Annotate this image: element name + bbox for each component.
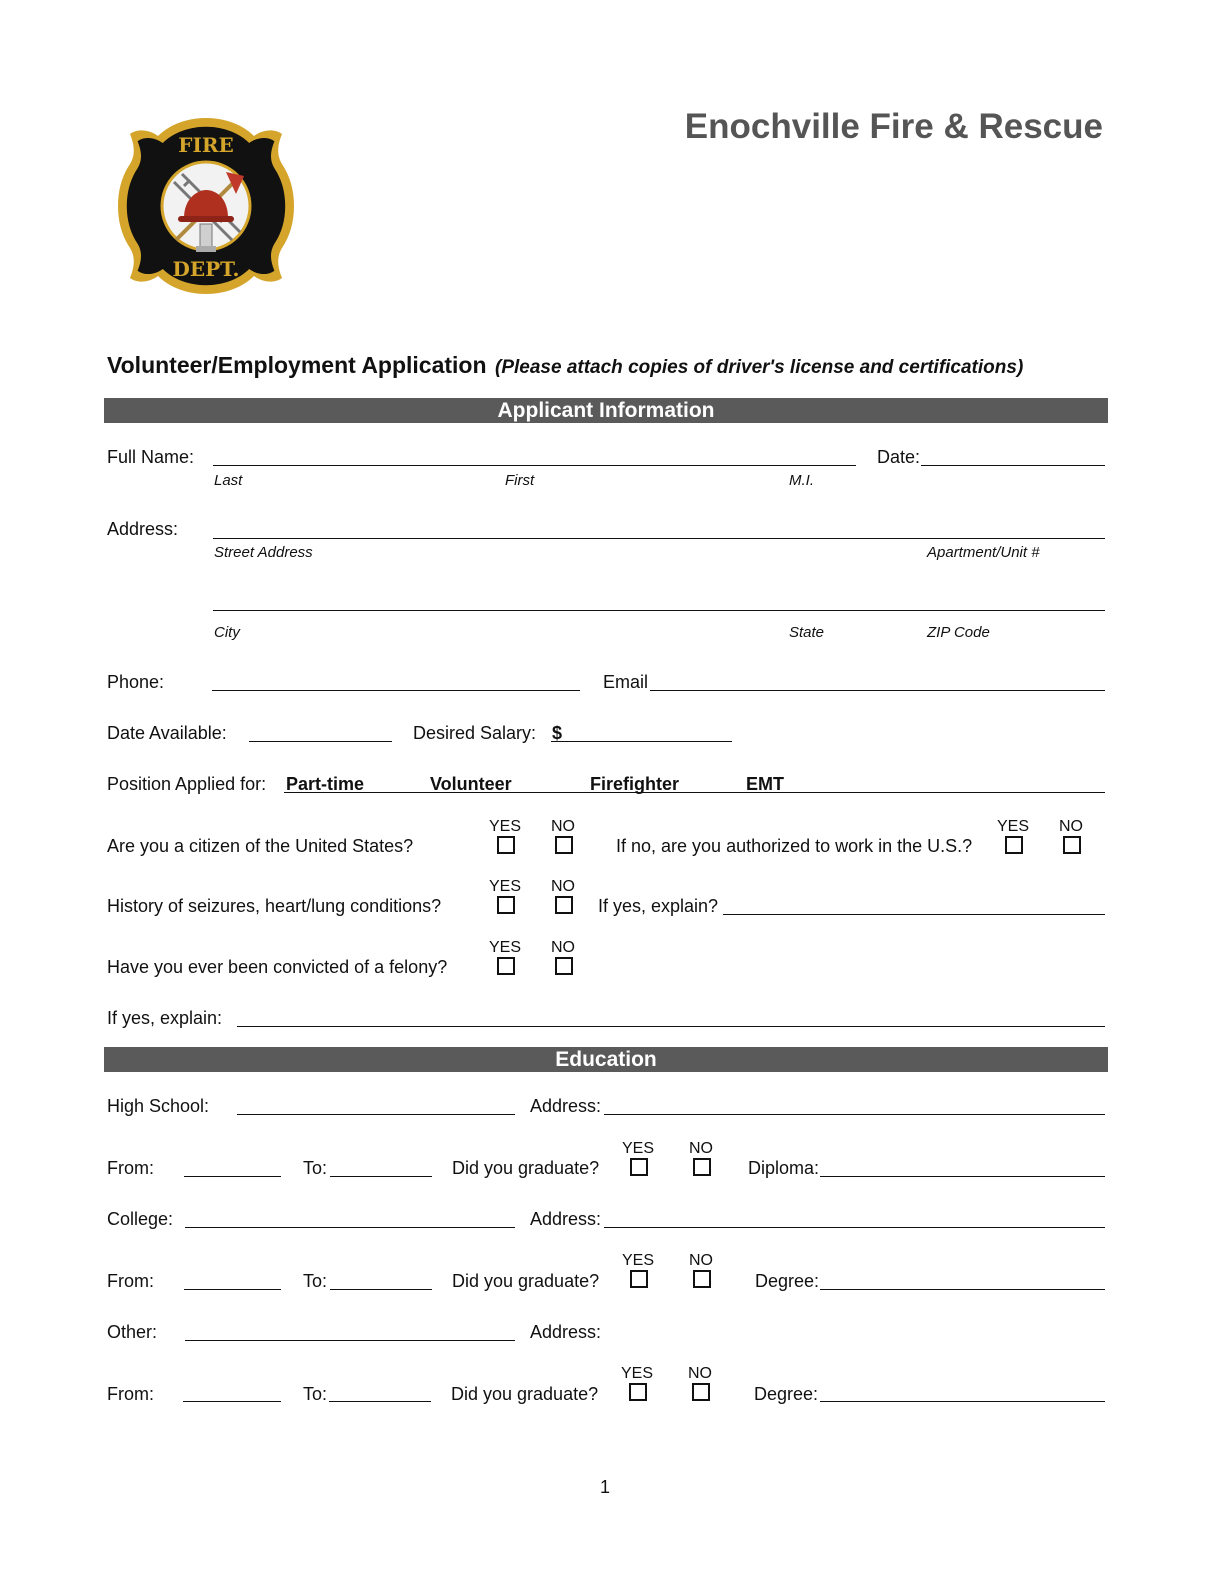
seizures-no-checkbox[interactable] xyxy=(555,896,573,914)
date-label: Date: xyxy=(877,447,921,467)
street-address-caption: Street Address xyxy=(214,544,313,561)
desired-salary-field[interactable] xyxy=(551,741,732,742)
apartment-caption: Apartment/Unit # xyxy=(927,544,1040,561)
position-label: Position Applied for: xyxy=(107,774,267,794)
email-field[interactable] xyxy=(650,690,1105,691)
college-address-label: Address: xyxy=(530,1209,602,1229)
other-degree-field[interactable] xyxy=(820,1401,1105,1402)
seizures-yes-label: YES xyxy=(488,878,521,895)
first-name-caption: First xyxy=(505,472,535,489)
other-to-label: To: xyxy=(303,1384,328,1404)
college-graduate-no-checkbox[interactable] xyxy=(693,1270,711,1288)
diploma-field[interactable] xyxy=(820,1176,1105,1177)
hs-from-label: From: xyxy=(107,1158,154,1178)
other-degree-label: Degree: xyxy=(754,1384,819,1404)
other-yes-label: YES xyxy=(620,1365,653,1382)
seizures-question: History of seizures, heart/lung conditions? xyxy=(107,896,442,916)
citizen-no-label: NO xyxy=(551,818,575,835)
date-available-field[interactable] xyxy=(249,741,392,742)
seizures-explain-label: If yes, explain? xyxy=(598,896,719,916)
felony-question: Have you ever been convicted of a felony? xyxy=(107,957,448,977)
zip-caption: ZIP Code xyxy=(927,624,990,641)
organization-name: Enochville Fire & Rescue xyxy=(684,107,1103,146)
citizen-no-checkbox[interactable] xyxy=(555,836,573,854)
authorized-yes-checkbox[interactable] xyxy=(1005,836,1023,854)
other-label: Other: xyxy=(107,1322,158,1342)
section-header-applicant: Applicant Information xyxy=(104,398,1108,423)
seizures-explain-field[interactable] xyxy=(723,914,1105,915)
hs-no-label: NO xyxy=(689,1140,713,1157)
full-name-field[interactable] xyxy=(213,465,856,466)
hs-yes-label: YES xyxy=(621,1140,654,1157)
citizen-yes-checkbox[interactable] xyxy=(497,836,515,854)
citizen-question: Are you a citizen of the United States? xyxy=(107,836,414,856)
college-graduate-yes-checkbox[interactable] xyxy=(630,1270,648,1288)
other-graduate-no-checkbox[interactable] xyxy=(692,1383,710,1401)
address-label: Address: xyxy=(107,519,179,539)
position-volunteer[interactable]: Volunteer xyxy=(430,774,512,794)
hs-to-field[interactable] xyxy=(330,1176,432,1177)
seizures-yes-checkbox[interactable] xyxy=(497,896,515,914)
street-address-field[interactable] xyxy=(213,538,1105,539)
college-label: College: xyxy=(107,1209,174,1229)
other-no-label: NO xyxy=(688,1365,712,1382)
other-graduate-yes-checkbox[interactable] xyxy=(629,1383,647,1401)
hs-graduate-yes-checkbox[interactable] xyxy=(630,1158,648,1176)
hs-graduate-question: Did you graduate? xyxy=(452,1158,600,1178)
middle-initial-caption: M.I. xyxy=(789,472,814,489)
seizures-no-label: NO xyxy=(551,878,575,895)
college-from-label: From: xyxy=(107,1271,154,1291)
felony-no-label: NO xyxy=(551,939,575,956)
felony-explain-field[interactable] xyxy=(237,1026,1105,1027)
hs-to-label: To: xyxy=(303,1158,328,1178)
authorized-question: If no, are you authorized to work in the U.S.? xyxy=(616,836,973,856)
position-field[interactable] xyxy=(284,792,1105,793)
felony-yes-label: YES xyxy=(488,939,521,956)
section-header-education: Education xyxy=(104,1047,1108,1072)
application-title xyxy=(107,352,1023,379)
college-field[interactable] xyxy=(185,1227,515,1228)
phone-field[interactable] xyxy=(212,690,580,691)
felony-yes-checkbox[interactable] xyxy=(497,957,515,975)
date-field[interactable] xyxy=(921,465,1105,466)
college-to-field[interactable] xyxy=(330,1289,432,1290)
full-name-label: Full Name: xyxy=(107,447,195,467)
hs-graduate-no-checkbox[interactable] xyxy=(693,1158,711,1176)
phone-label: Phone: xyxy=(107,672,165,692)
college-no-label: NO xyxy=(689,1252,713,1269)
other-from-label: From: xyxy=(107,1384,154,1404)
high-school-address-label: Address: xyxy=(530,1096,602,1116)
authorized-yes-label: YES xyxy=(996,818,1029,835)
college-degree-field[interactable] xyxy=(820,1289,1105,1290)
high-school-field[interactable] xyxy=(237,1114,515,1115)
diploma-label: Diploma: xyxy=(748,1158,820,1178)
other-graduate-question: Did you graduate? xyxy=(451,1384,599,1404)
other-address-label: Address: xyxy=(530,1322,602,1342)
position-part-time[interactable]: Part-time xyxy=(286,774,365,794)
authorized-no-checkbox[interactable] xyxy=(1063,836,1081,854)
college-address-field[interactable] xyxy=(604,1227,1105,1228)
logo-top-text: FIRE xyxy=(178,133,234,157)
position-firefighter[interactable]: Firefighter xyxy=(590,774,680,794)
email-label: Email xyxy=(603,672,649,692)
other-field[interactable] xyxy=(185,1340,515,1341)
fire-dept-logo xyxy=(114,114,298,298)
college-to-label: To: xyxy=(303,1271,328,1291)
maltese-cross-icon xyxy=(114,114,298,298)
citizen-yes-label: YES xyxy=(488,818,521,835)
other-from-field[interactable] xyxy=(183,1401,281,1402)
college-degree-label: Degree: xyxy=(755,1271,820,1291)
hs-from-field[interactable] xyxy=(184,1176,281,1177)
position-emt[interactable]: EMT xyxy=(746,774,784,794)
city-state-zip-field[interactable] xyxy=(213,610,1105,611)
felony-explain-label: If yes, explain: xyxy=(107,1008,223,1028)
title-main: Volunteer/Employment Application xyxy=(107,352,487,378)
page-number: 1 xyxy=(600,1477,611,1497)
dollar-sign: $ xyxy=(552,723,563,743)
college-graduate-question: Did you graduate? xyxy=(452,1271,600,1291)
college-yes-label: YES xyxy=(621,1252,654,1269)
high-school-address-field[interactable] xyxy=(604,1114,1105,1115)
date-available-label: Date Available: xyxy=(107,723,227,743)
authorized-no-label: NO xyxy=(1059,818,1083,835)
other-to-field[interactable] xyxy=(329,1401,431,1402)
logo-bottom-text: DEPT. xyxy=(172,257,240,281)
desired-salary-label: Desired Salary: xyxy=(413,723,537,743)
last-name-caption: Last xyxy=(214,472,243,489)
state-caption: State xyxy=(789,624,825,641)
felony-no-checkbox[interactable] xyxy=(555,957,573,975)
high-school-label: High School: xyxy=(107,1096,210,1116)
college-from-field[interactable] xyxy=(184,1289,281,1290)
city-caption: City xyxy=(214,624,240,641)
title-note: (Please attach copies of driver's license and certifications) xyxy=(495,357,1024,378)
